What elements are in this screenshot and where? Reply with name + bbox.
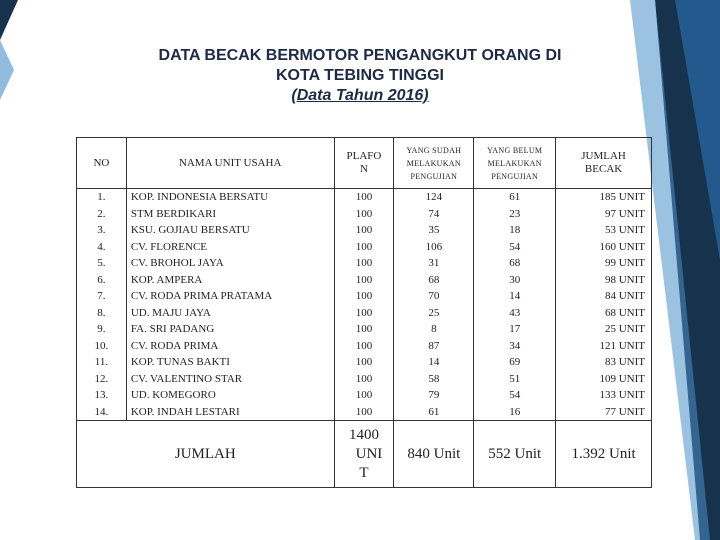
cell-belum: 17 [509, 323, 521, 335]
col-jumlah [556, 189, 652, 421]
cell-jumlah: 84 UNIT [604, 290, 645, 302]
cell-sudah: 58 [428, 372, 440, 385]
total-sudah: 840 Unit [394, 421, 474, 488]
cell-nama: CV. RODA PRIMA PRATAMA [130, 290, 273, 302]
cell-nama: CV. VALENTINO STAR [130, 372, 243, 385]
cell-jumlah: 121 UNIT [599, 339, 645, 352]
cell-no: 1. [97, 191, 106, 203]
becak-data-table [76, 137, 652, 488]
cell-nama: UD. MAJU JAYA [130, 306, 211, 319]
header-sudah-pengujian: YANG SUDAH MELAKUKAN PENGUJIAN [394, 138, 474, 189]
cell-plafon: 100 [355, 339, 373, 352]
total-plafon [334, 421, 394, 488]
cell-sudah: 35 [428, 224, 440, 236]
left-corner-decoration [0, 0, 30, 120]
cell-no: 13. [94, 389, 109, 401]
cell-plafon: 100 [355, 389, 373, 401]
cell-sudah: 31 [428, 257, 440, 269]
cell-jumlah: 68 UNIT [604, 306, 645, 319]
cell-belum: 51 [509, 372, 521, 385]
cell-no: 9. [97, 323, 106, 335]
cell-plafon: 100 [355, 257, 373, 269]
cell-jumlah: 160 UNIT [599, 240, 645, 253]
cell-no: 6. [97, 273, 106, 286]
cell-jumlah: 53 UNIT [604, 224, 645, 236]
cell-belum: 68 [509, 257, 521, 269]
cell-sudah: 14 [428, 356, 440, 368]
cell-jumlah: 97 UNIT [604, 207, 645, 220]
cell-plafon: 100 [355, 207, 373, 220]
table-body-row [77, 189, 652, 421]
total-plafon-line-2: UNI [355, 445, 383, 462]
cell-plafon: 100 [355, 323, 373, 335]
total-plafon-line-3: T [359, 464, 369, 481]
cell-plafon: 100 [355, 290, 373, 302]
cell-no: 12. [94, 372, 109, 385]
col-belum [474, 189, 556, 421]
cell-nama: KOP. AMPERA [130, 273, 203, 286]
header-belum-pengujian: YANG BELUM MELAKUKAN PENGUJIAN [474, 138, 556, 189]
cell-sudah: 106 [425, 240, 443, 253]
cell-nama: CV. BROHOL JAYA [130, 257, 224, 269]
cell-sudah: 79 [428, 389, 440, 401]
cell-belum: 54 [509, 240, 521, 253]
table-header-row [77, 138, 652, 189]
cell-jumlah: 185 UNIT [599, 191, 645, 203]
cell-jumlah: 98 UNIT [604, 273, 645, 286]
cell-nama: KOP. INDONESIA BERSATU [130, 191, 269, 203]
cell-nama: FA. SRI PADANG [130, 323, 215, 335]
cell-belum: 18 [509, 224, 521, 236]
cell-jumlah: 133 UNIT [599, 389, 645, 401]
cell-plafon: 100 [355, 224, 373, 236]
cell-no: 3. [97, 224, 106, 236]
header-plafon-label: PLAFO N [346, 150, 382, 175]
cell-belum: 43 [509, 306, 521, 319]
cell-no: 4. [97, 240, 106, 253]
cell-plafon: 100 [355, 240, 373, 253]
cell-belum: 23 [509, 207, 521, 220]
table-total-row [77, 421, 652, 488]
cell-sudah: 70 [428, 290, 440, 302]
cell-jumlah: 83 UNIT [604, 356, 645, 368]
cell-jumlah: 77 UNIT [604, 405, 645, 418]
cell-sudah: 8 [431, 323, 437, 335]
total-plafon-line-1: 1400 [348, 426, 379, 443]
cell-no: 14. [94, 405, 109, 418]
cell-plafon: 100 [355, 356, 373, 368]
cell-no: 2. [97, 207, 106, 220]
cell-belum: 61 [509, 191, 521, 203]
cell-jumlah: 25 UNIT [604, 323, 645, 335]
cell-plafon: 100 [355, 306, 373, 319]
cell-nama: UD. KOMEGORO [130, 389, 216, 401]
col-nama [126, 189, 334, 421]
cell-nama: CV. FLORENCE [130, 240, 208, 253]
cell-sudah: 124 [425, 191, 443, 203]
col-sudah [394, 189, 474, 421]
cell-sudah: 61 [428, 405, 440, 418]
cell-belum: 34 [509, 339, 521, 352]
cell-belum: 30 [509, 273, 521, 286]
cell-no: 8. [97, 306, 106, 319]
cell-belum: 16 [509, 405, 521, 418]
total-label: JUMLAH [77, 421, 335, 488]
cell-belum: 54 [509, 389, 521, 401]
cell-sudah: 25 [428, 306, 440, 319]
col-no [77, 189, 127, 421]
cell-sudah: 87 [428, 339, 440, 352]
title-line-1: DATA BECAK BERMOTOR PENGANGKUT ORANG DI [158, 47, 562, 64]
total-jumlah: 1.392 Unit [556, 421, 652, 488]
cell-belum: 14 [509, 290, 521, 302]
cell-sudah: 68 [428, 273, 440, 286]
title-line-2: KOTA TEBING TINGGI [276, 67, 444, 84]
cell-nama: STM BERDIKARI [130, 207, 217, 220]
cell-jumlah: 99 UNIT [604, 257, 645, 269]
cell-nama: KOP. INDAH LESTARI [130, 405, 240, 418]
cell-no: 5. [97, 257, 106, 269]
header-jumlah-becak-label: JUMLAH BECAK [581, 150, 626, 175]
cell-no: 7. [97, 290, 106, 302]
cell-plafon: 100 [355, 405, 373, 418]
cell-nama: KSU. GOJIAU BERSATU [130, 224, 250, 236]
header-nama-unit-usaha: NAMA UNIT USAHA [126, 138, 334, 189]
cell-plafon: 100 [355, 372, 373, 385]
header-plafon [334, 138, 394, 189]
cell-no: 10. [94, 339, 109, 352]
title-line-3: (Data Tahun 2016) [291, 87, 429, 104]
cell-plafon: 100 [355, 191, 373, 203]
header-no: NO [77, 138, 127, 189]
total-belum: 552 Unit [474, 421, 556, 488]
cell-sudah: 74 [428, 207, 440, 220]
page-title [110, 46, 610, 106]
cell-plafon: 100 [355, 273, 373, 286]
cell-jumlah: 109 UNIT [599, 372, 645, 385]
header-jumlah-becak [556, 138, 652, 189]
cell-no: 11. [94, 356, 109, 368]
cell-nama: CV. RODA PRIMA [130, 339, 219, 352]
col-plafon [334, 189, 394, 421]
cell-belum: 69 [509, 356, 521, 368]
cell-nama: KOP. TUNAS BAKTI [130, 356, 230, 368]
